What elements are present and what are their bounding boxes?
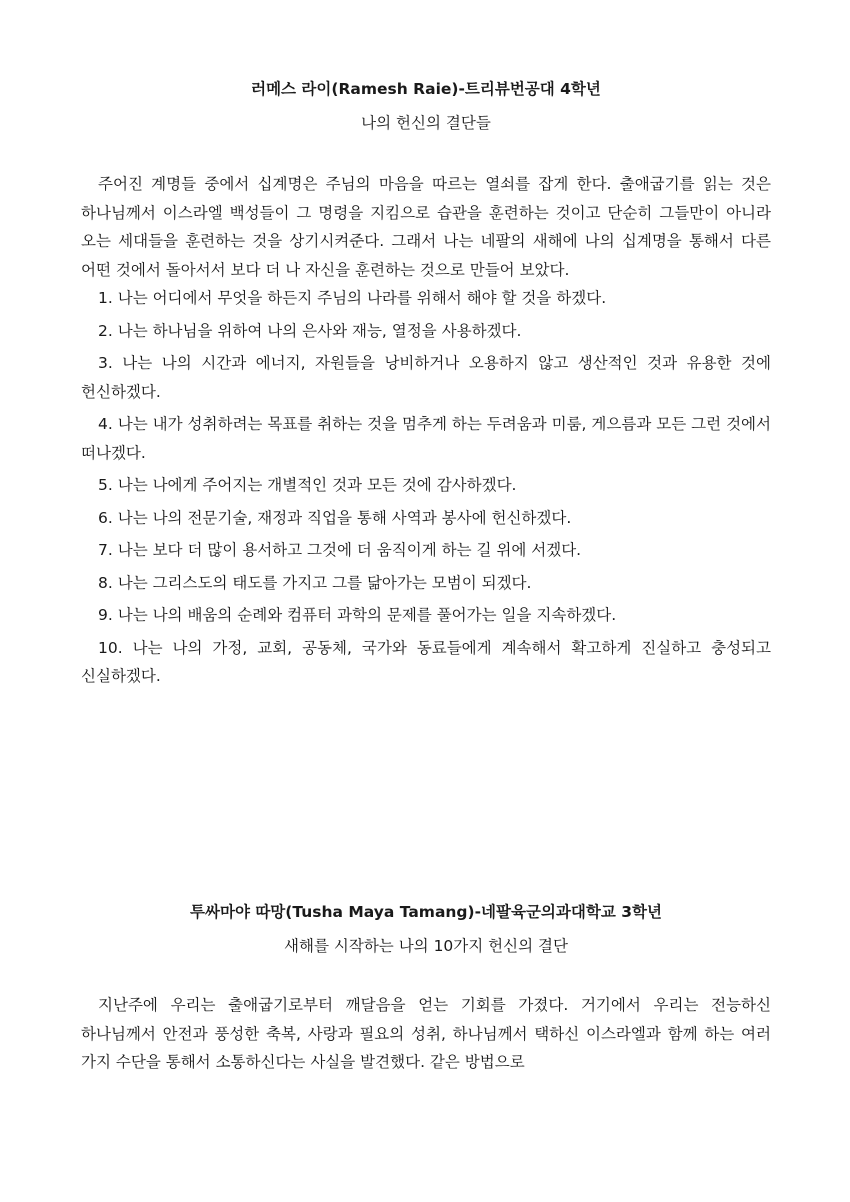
commitment-item-10: 10. 나는 나의 가정, 교회, 공동체, 국가와 동료들에게 계속해서 확고하게 진실하고 충성되고 신실하겠다. — [81, 638, 771, 685]
commitment-item-2: 2. 나는 하나님을 위하여 나의 은사와 재능, 열정을 사용하겠다. — [98, 321, 522, 340]
commitment-item-6: 6. 나는 나의 전문기술, 재정과 직업을 통해 사역과 봉사에 헌신하겠다. — [98, 508, 572, 527]
commitment-item-4: 4. 나는 내가 성취하려는 목표를 취하는 것을 멈추게 하는 두려움과 미룸, 게으름과 모든 그런 것에서 떠나겠다. — [81, 415, 771, 462]
commitment-item-9: 9. 나는 나의 배움의 순례와 컴퓨터 과학의 문제를 풀어가는 일을 지속하겠다. — [98, 606, 617, 624]
section-subtitle: 새해를 시작하는 나의 10가지 헌신의 결단 — [284, 937, 568, 955]
commitment-item-7: 7. 나는 보다 더 많이 용서하고 그것에 더 움직이게 하는 길 위에 서겠다. — [98, 541, 582, 559]
commitment-item-1: 1. 나는 어디에서 무엇을 하든지 주님의 나라를 위해서 해야 할 것을 하겠다. — [98, 289, 607, 307]
section-ramesh-raie — [81, 76, 771, 695]
commitment-item-8: 8. 나는 그리스도의 태도를 가지고 그를 닮아가는 모범이 되겠다. — [98, 573, 532, 592]
section-title: 투싸마야 따망(Tusha Maya Tamang)-네팔육군의과대학교 3학년 — [190, 903, 662, 921]
section-tusha-maya-tamang — [81, 899, 771, 1077]
intro-paragraph: 주어진 계명들 중에서 십계명은 주님의 마음을 따르는 열쇠를 잡게 한다. 출애굽기를 읽는 것은 하나님께서 이스라엘 백성들이 그 명령을 지킴으로 습관을 훈련하는 것이고 단순히 그들만이 아니라 오는 세대들을 훈련하는 것을 상기시켜준다. 그래서 나는 네팔의 새해에 나의 십계명을 통해서 다른 어떤 것에서 돌아서서 보다 더 나 자신을 훈련하는 것으로 만들어 보았다. — [81, 175, 771, 279]
section-subtitle: 나의 헌신의 결단들 — [361, 114, 491, 132]
section-title: 러메스 라이(Ramesh Raie)-트리뷰번공대 4학년 — [251, 80, 601, 98]
commitment-list — [81, 284, 771, 691]
intro-paragraph: 지난주에 우리는 출애굽기로부터 깨달음을 얻는 기회를 가졌다. 거기에서 우리는 전능하신 하나님께서 안전과 풍성한 축복, 사랑과 필요의 성취, 하나님께서 택하신 이스라엘과 함께 하는 여러 가지 수단을 통해서 소통하신다는 사실을 발견했다. 같은 방법으로 — [81, 996, 771, 1071]
commitment-item-3: 3. 나는 나의 시간과 에너지, 자원들을 낭비하거나 오용하지 않고 생산적인 것과 유용한 것에 헌신하겠다. — [81, 354, 771, 401]
commitment-item-5: 5. 나는 나에게 주어지는 개별적인 것과 모든 것에 감사하겠다. — [98, 476, 517, 494]
